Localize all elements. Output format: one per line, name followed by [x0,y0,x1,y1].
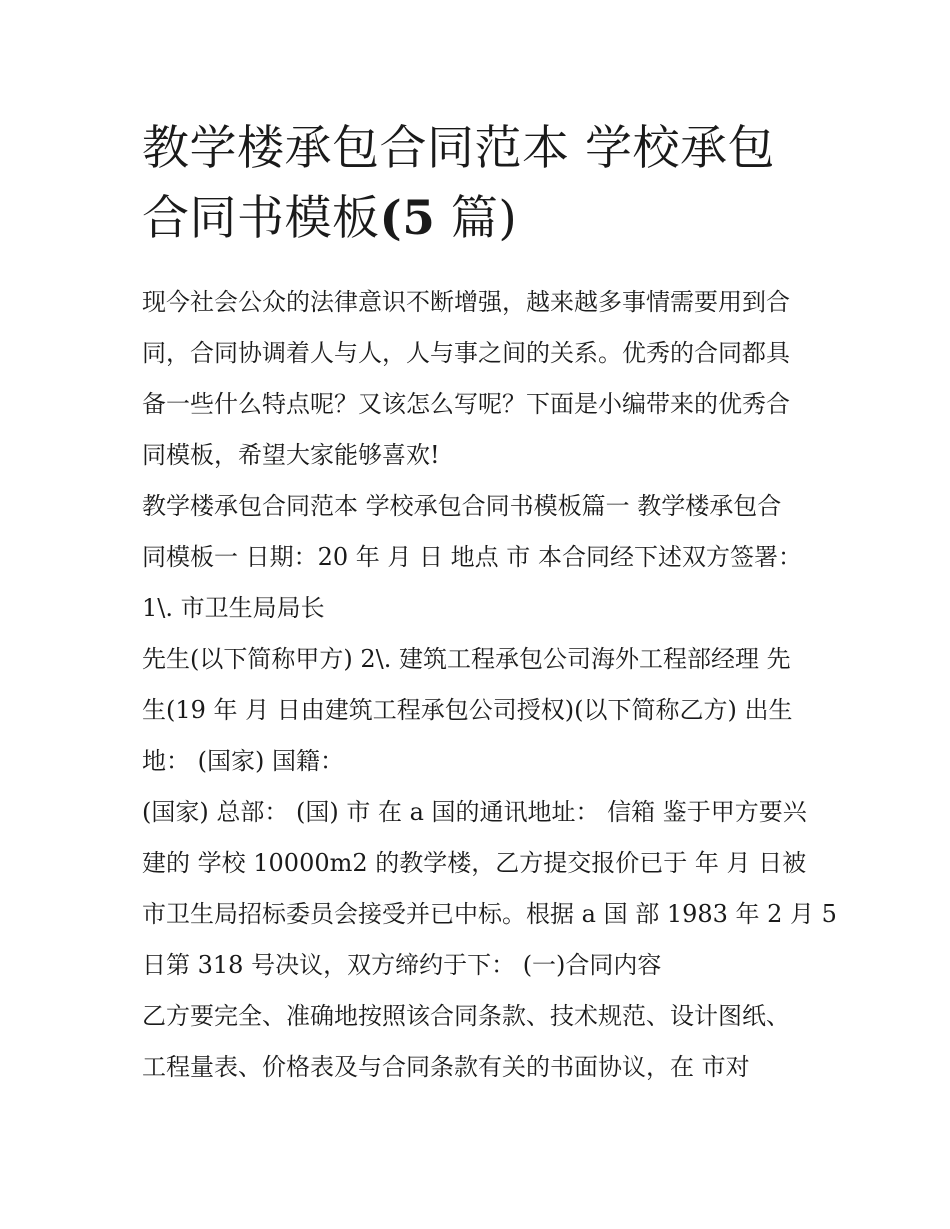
body-line: 建的 学校 10000m2 的教学楼，乙方提交报价已于 年 月 日被 [142,849,807,877]
body-line: 同，合同协调着人与人，人与事之间的关系。优秀的合同都具 [142,339,790,367]
title-line-2 [142,184,822,254]
title-line-1: 教学楼承包合同范本 学校承包 [142,121,775,176]
title-line-2-text: 合同书模板 [142,191,380,246]
body-line: 同模板，希望大家能够喜欢! [142,441,440,469]
body-line: 市卫生局招标委员会接受并已中标。根据 a 国 部 1983 年 2 月 5 [142,900,837,928]
body-line: 乙方要完全、准确地按照该合同条款、技术规范、设计图纸、 [142,1002,790,1030]
body-line: 工程量表、价格表及与合同条款有关的书面协议，在 市对 [142,1053,750,1081]
body-line: 1\. 市卫生局局长 [142,594,325,622]
body-line: 现今社会公众的法律意识不断增强，越来越多事情需要用到合 [142,288,790,316]
body-line: 教学楼承包合同范本 学校承包合同书模板篇一 教学楼承包合 [142,492,782,520]
body-line: 地： (国家) 国籍： [142,747,344,775]
document-body [142,277,837,1093]
body-line: 生(19 年 月 日由建筑工程承包公司授权)(以下简称乙方) 出生 [142,696,793,724]
body-line: 备一些什么特点呢？又该怎么写呢？下面是小编带来的优秀合 [142,390,790,418]
body-line: 日第 318 号决议，双方缔约于下： (一)合同内容 [142,951,662,979]
body-line: 先生(以下简称甲方) 2\. 建筑工程承包公司海外工程部经理 先 [142,645,791,673]
body-line: 同模板一 日期：20 年 月 日 地点 市 本合同经下述双方签署： [142,543,802,571]
document-title [142,114,822,254]
body-line: (国家) 总部： (国) 市 在 a 国的通讯地址： 信箱 鉴于甲方要兴 [142,798,807,826]
title-count: (5 [379,191,436,246]
title-count-suffix: 篇) [450,191,518,246]
